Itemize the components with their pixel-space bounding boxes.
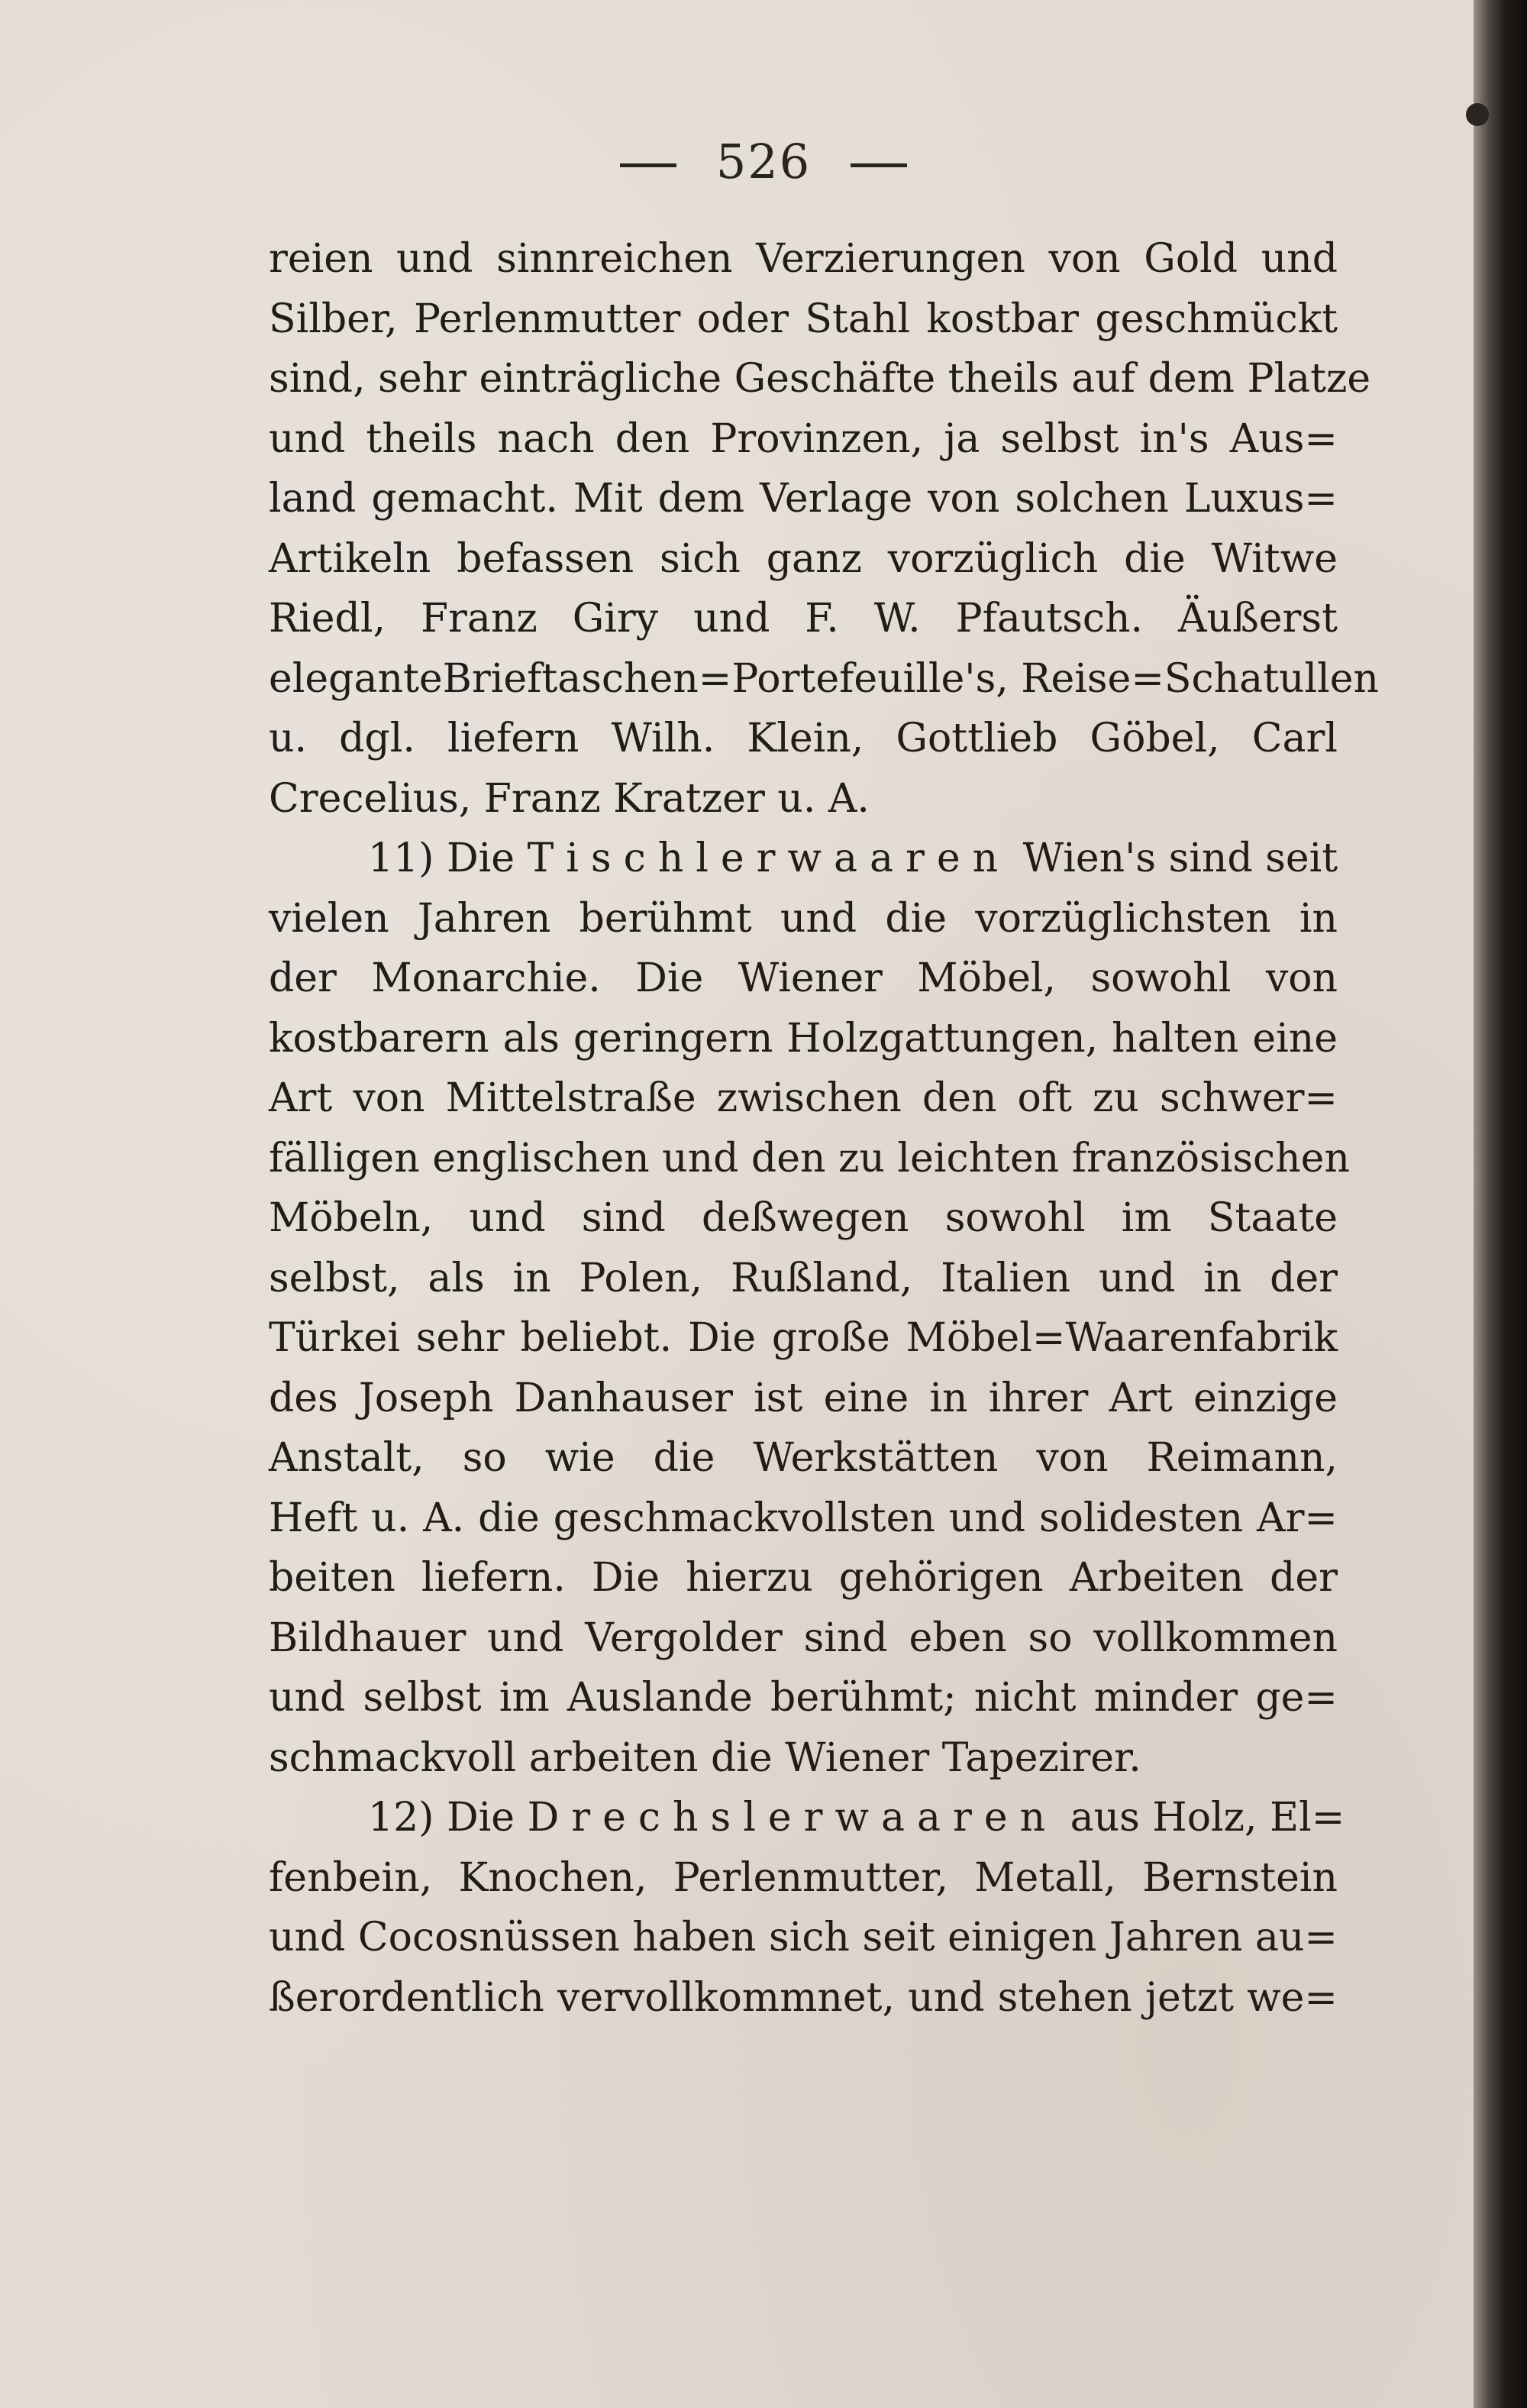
text-line: fenbein, Knochen, Perlenmutter, Metall, Bernstein bbox=[269, 1854, 1338, 1901]
text-line: ßerordentlich vervollkommnet, und stehen jetzt we= bbox=[269, 1974, 1338, 2021]
paragraph-lead-line bbox=[269, 1788, 1345, 1848]
text-line: Möbeln, und sind deßwegen sowohl im Staate bbox=[269, 1195, 1338, 1241]
section-number: 11) Die bbox=[368, 836, 528, 881]
header-dash-left bbox=[620, 163, 676, 167]
text-line: kostbarern als geringern Holzgattungen, halten eine bbox=[269, 1015, 1338, 1062]
text-line: Türkei sehr beliebt. Die große Möbel=Waarenfabrik bbox=[269, 1315, 1338, 1361]
section-term: Drechslerwaaren bbox=[527, 1795, 1058, 1841]
text-line: schmackvoll arbeiten die Wiener Tapezirer. bbox=[269, 1734, 1141, 1781]
lead-line-rest: Wien's sind seit bbox=[1010, 836, 1338, 881]
text-line: Art von Mittelstraße zwischen den oft zu schwer= bbox=[269, 1075, 1338, 1121]
text-line: fälligen englischen und den zu leichten französischen bbox=[269, 1135, 1350, 1181]
text-line: reien und sinnreichen Verzierungen von Gold und bbox=[269, 236, 1338, 282]
binding-mark bbox=[1466, 103, 1489, 126]
page-number: 526 bbox=[715, 134, 812, 189]
text-line: sind, sehr einträgliche Geschäfte theils auf dem Platze bbox=[269, 356, 1371, 402]
body-text bbox=[269, 229, 1380, 2028]
book-spine bbox=[1474, 0, 1527, 2408]
text-line: und Cocosnüssen haben sich seit einigen Jahren au= bbox=[269, 1915, 1338, 1960]
text-line: Silber, Perlenmutter oder Stahl kostbar geschmückt bbox=[269, 296, 1338, 342]
text-line: Heft u. A. die geschmackvollsten und solidesten Ar= bbox=[269, 1495, 1338, 1541]
paragraph-lead-line bbox=[269, 829, 1338, 889]
header-dash-right bbox=[851, 163, 907, 167]
section-term: Tischlerwaaren bbox=[527, 836, 1011, 881]
text-line: vielen Jahren berühmt und die vorzüglichsten in bbox=[269, 895, 1338, 942]
section-number: 12) Die bbox=[368, 1795, 528, 1841]
text-line: beiten liefern. Die hierzu gehörigen Arbeiten der bbox=[269, 1555, 1338, 1601]
text-line: und selbst im Auslande berühmt; nicht minder ge= bbox=[269, 1675, 1338, 1721]
text-line: u. dgl. liefern Wilh. Klein, Gottlieb Göbel, Carl bbox=[269, 716, 1338, 761]
text-line: land gemacht. Mit dem Verlage von solchen Luxus= bbox=[269, 476, 1338, 522]
text-line: eleganteBrieftaschen=Portefeuille's, Reise=Schatullen bbox=[269, 655, 1380, 702]
text-line: Riedl, Franz Giry und F. W. Pfautsch. Äußerst bbox=[269, 596, 1338, 642]
text-line: Artikeln befassen sich ganz vorzüglich die Witwe bbox=[269, 535, 1338, 582]
text-line: Bildhauer und Vergolder sind eben so vollkommen bbox=[269, 1614, 1338, 1661]
text-line: Anstalt, so wie die Werkstätten von Reimann, bbox=[269, 1435, 1338, 1481]
text-line: des Joseph Danhauser ist eine in ihrer Art einzige bbox=[269, 1375, 1338, 1421]
text-line: Crecelius, Franz Kratzer u. A. bbox=[269, 775, 870, 822]
text-line: und theils nach den Provinzen, ja selbst in's Aus= bbox=[269, 415, 1338, 462]
text-line: der Monarchie. Die Wiener Möbel, sowohl von bbox=[269, 955, 1338, 1001]
lead-line-rest: aus Holz, El= bbox=[1057, 1795, 1345, 1841]
text-line: selbst, als in Polen, Rußland, Italien und in der bbox=[269, 1255, 1338, 1301]
page-header bbox=[0, 134, 1527, 189]
